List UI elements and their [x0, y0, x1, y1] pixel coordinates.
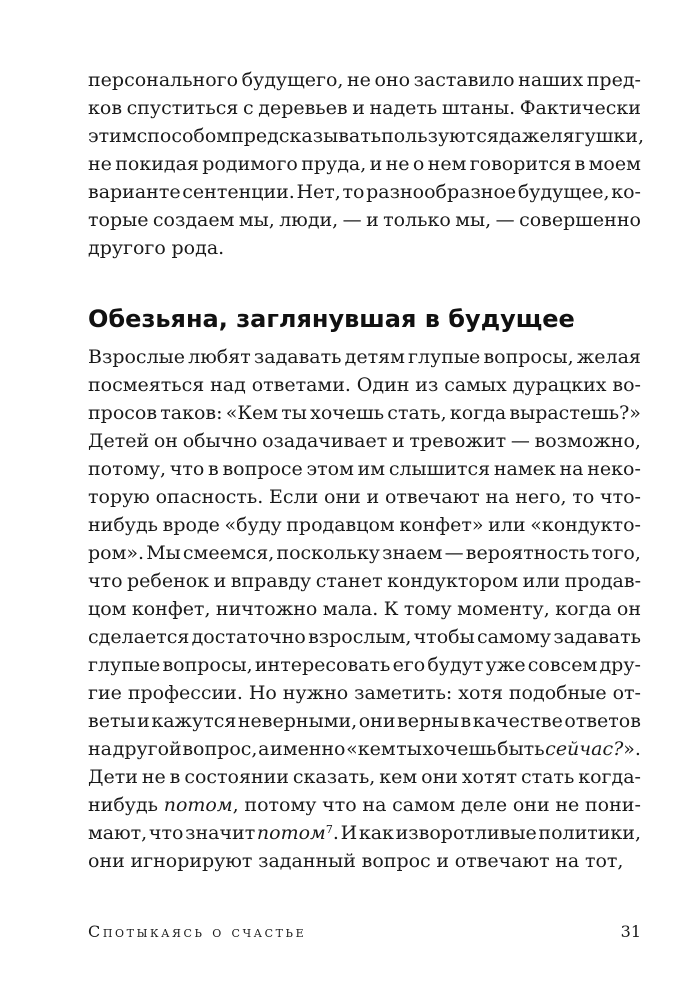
text-line — [88, 735, 641, 763]
word: хочешь — [422, 738, 497, 760]
word: пользуются — [381, 125, 499, 147]
word: что- — [600, 486, 641, 508]
text-line — [88, 567, 641, 595]
word: моменту, — [457, 598, 550, 620]
word: не — [141, 766, 166, 788]
word: — — [342, 209, 362, 231]
word: заставило — [413, 69, 515, 91]
word: рода. — [171, 237, 225, 259]
word: веты — [88, 710, 136, 732]
word: именно — [270, 738, 346, 760]
word: изворотливые — [395, 822, 537, 844]
word: сентенции. — [182, 181, 295, 203]
word: «кондукто- — [530, 514, 641, 536]
word: дру- — [599, 654, 641, 676]
text-line — [88, 483, 641, 511]
text-line — [88, 595, 641, 623]
text-line — [88, 94, 641, 122]
word: продавцом — [286, 514, 395, 536]
word: конфет, — [131, 598, 211, 620]
word: варианте — [88, 181, 181, 203]
text-line — [88, 371, 641, 399]
word: когда — [449, 402, 507, 424]
word: лягушки, — [550, 125, 645, 147]
word: чтобы — [413, 626, 475, 648]
word: или — [522, 570, 561, 592]
word: когда — [555, 598, 612, 620]
word: пред- — [586, 69, 641, 91]
word: ответами. — [251, 374, 351, 396]
word: вправду — [230, 570, 312, 592]
word: на — [559, 458, 584, 480]
word: не — [88, 153, 112, 175]
word: задавать — [553, 626, 641, 648]
word: Нет, — [296, 181, 341, 203]
word: им — [357, 458, 386, 480]
word: цом — [88, 598, 127, 620]
word: этом — [306, 458, 354, 480]
word: Дети — [88, 766, 138, 788]
word: продав- — [564, 570, 641, 592]
word: хотят — [461, 766, 518, 788]
word: тот, — [584, 850, 624, 872]
word: с — [243, 97, 254, 119]
word: «буду — [224, 514, 282, 536]
word: будущего, — [241, 69, 344, 91]
word: ответов — [564, 710, 641, 732]
word: дурацких — [512, 374, 607, 396]
word: торые — [88, 209, 149, 231]
word: другой — [112, 738, 182, 760]
word: потому — [244, 794, 317, 816]
word: они — [88, 850, 125, 872]
word: вырастешь?» — [509, 402, 641, 424]
text-line — [88, 234, 641, 262]
word: ром». — [88, 542, 145, 564]
word: самом — [392, 794, 456, 816]
text-line — [88, 427, 641, 455]
word: нужно — [282, 682, 349, 704]
word: надеть — [369, 97, 438, 119]
word: — — [495, 209, 515, 231]
word: сейчас?». — [545, 738, 641, 760]
word: И — [340, 822, 358, 844]
word: на — [88, 738, 112, 760]
word: вопрос — [361, 850, 431, 872]
word: он — [616, 598, 641, 620]
word: подобные — [508, 682, 607, 704]
word: отвечают — [454, 850, 550, 872]
word: они — [358, 710, 396, 732]
word: штаны. — [441, 97, 516, 119]
word: Фактически — [519, 97, 641, 119]
word: — — [444, 542, 464, 564]
word: покидая — [115, 153, 199, 175]
word: просов — [88, 402, 158, 424]
word: и — [392, 430, 405, 452]
word: нем — [427, 153, 467, 175]
word: потом$^7$. — [256, 822, 339, 844]
word: его — [392, 654, 426, 676]
text-line — [88, 847, 641, 875]
word: сделается — [88, 626, 190, 648]
text-line — [88, 66, 641, 94]
text-line — [88, 206, 641, 234]
word: над — [210, 374, 246, 396]
word: ничтожно — [215, 598, 318, 620]
word: состоянии — [184, 766, 289, 788]
word: игнорируют — [130, 850, 253, 872]
text-line — [88, 651, 641, 679]
word: стать — [520, 766, 575, 788]
text-line — [88, 122, 645, 150]
word: самых — [444, 374, 507, 396]
word: Один — [356, 374, 410, 396]
word: предсказывать — [231, 125, 382, 147]
word: качестве — [472, 710, 563, 732]
word: ребенок — [127, 570, 210, 592]
word: слышится — [388, 458, 491, 480]
word: и — [366, 209, 379, 231]
word: вероятность — [465, 542, 590, 564]
word: ков — [88, 97, 123, 119]
word: Взрослые — [88, 346, 186, 368]
word: что — [148, 822, 184, 844]
text-line — [88, 819, 641, 847]
word: уже — [485, 654, 526, 676]
word: заданный — [258, 850, 356, 872]
word: желая — [576, 346, 641, 368]
word: детям — [344, 346, 405, 368]
word: люди, — [279, 209, 339, 231]
word: персонального — [88, 69, 239, 91]
word: «кем — [346, 738, 396, 760]
word: мала. — [322, 598, 379, 620]
word: вроде — [162, 514, 220, 536]
word: на — [555, 850, 580, 872]
word: во- — [612, 374, 641, 396]
word: что — [322, 794, 357, 816]
word: мы, — [238, 209, 275, 231]
section-heading: Обезьяна, заглянувшая в будущее — [88, 305, 575, 333]
word: отвечают — [384, 486, 480, 508]
word: они — [421, 766, 458, 788]
word: а — [258, 738, 270, 760]
word: возможно, — [534, 430, 641, 452]
word: опасность. — [155, 486, 264, 508]
word: Детей — [88, 430, 150, 452]
word: кажутся — [151, 710, 237, 732]
word: и — [213, 570, 227, 592]
word: достаточно — [191, 626, 306, 648]
word: не — [347, 69, 371, 91]
word: торую — [88, 486, 150, 508]
running-footer-title: Спотыкаясь о счастье — [88, 922, 307, 941]
word: и — [352, 97, 365, 119]
word: другого — [88, 237, 166, 259]
main-paragraph — [88, 343, 641, 875]
word: заметить: — [354, 682, 453, 704]
word: в — [574, 153, 586, 175]
word: пруда, — [301, 153, 367, 175]
word: профессии. — [127, 682, 243, 704]
word: поскольку — [276, 542, 380, 564]
word: ты — [396, 738, 422, 760]
word: создаем — [152, 209, 235, 231]
word: таков: — [160, 402, 223, 424]
word: К — [383, 598, 399, 620]
word: — — [510, 430, 530, 452]
word: о — [412, 153, 425, 175]
word: родимого — [202, 153, 298, 175]
word: хочешь — [310, 402, 385, 424]
word: и — [369, 153, 383, 175]
word: хотя — [458, 682, 503, 704]
word: тревожит — [409, 430, 507, 452]
word: верны — [397, 710, 459, 732]
text-line — [88, 623, 641, 651]
word: только — [383, 209, 451, 231]
word: моем — [588, 153, 641, 175]
word: глупые — [88, 654, 161, 676]
word: он — [153, 430, 178, 452]
word: как — [358, 822, 394, 844]
text-line — [88, 707, 641, 735]
word: интересовать — [254, 654, 391, 676]
word: намек — [493, 458, 556, 480]
word: не — [385, 153, 410, 175]
text-line — [88, 399, 641, 427]
word: озадачивает — [262, 430, 388, 452]
word: даже — [498, 125, 551, 147]
word: в — [208, 458, 219, 480]
word: мы, — [455, 209, 492, 231]
word: мают, — [88, 822, 148, 844]
text-line — [88, 455, 641, 483]
word: любят — [188, 346, 251, 368]
word: наших — [518, 69, 584, 91]
word: вопросы, — [162, 654, 253, 676]
word: деревьев — [258, 97, 348, 119]
word: и — [436, 850, 450, 872]
word: вопросе — [222, 458, 303, 480]
footnote-marker: 7 — [325, 823, 333, 836]
word: этим — [88, 125, 137, 147]
word: будут — [427, 654, 484, 676]
word: вопросы, — [483, 346, 574, 368]
text-line — [88, 791, 641, 819]
word: Но — [248, 682, 277, 704]
word: посмеяться — [88, 374, 205, 396]
word: когда- — [578, 766, 641, 788]
word: не — [555, 794, 580, 816]
word: станет — [315, 570, 383, 592]
word: кем — [379, 766, 418, 788]
word: глупые — [408, 346, 481, 368]
word: в — [169, 766, 181, 788]
word: от- — [612, 682, 641, 704]
word: него, — [515, 486, 567, 508]
word: быть — [497, 738, 545, 760]
word: они — [324, 486, 361, 508]
word: взрослым, — [308, 626, 412, 648]
word: тому — [403, 598, 452, 620]
word: они — [512, 794, 550, 816]
word: неко- — [587, 458, 641, 480]
word: пони- — [585, 794, 641, 816]
text-line — [88, 150, 641, 178]
word: разнообразное — [366, 181, 517, 203]
word: неверными, — [237, 710, 358, 732]
word: спуститься — [126, 97, 239, 119]
word: что — [169, 458, 205, 480]
word: совсем — [527, 654, 598, 676]
text-line — [88, 511, 641, 539]
word: ко- — [611, 181, 641, 203]
text-line — [88, 178, 641, 206]
word: будущее, — [517, 181, 610, 203]
word: способом — [136, 125, 232, 147]
word: и — [366, 486, 380, 508]
word: деле — [460, 794, 508, 816]
word: и — [137, 710, 150, 732]
text-line — [88, 763, 641, 791]
word: политики, — [538, 822, 641, 844]
word: того, — [591, 542, 641, 564]
word: вопрос, — [182, 738, 258, 760]
word: что — [88, 570, 123, 592]
word: конфет» — [399, 514, 484, 536]
word: говорится — [469, 153, 572, 175]
word: обычно — [182, 430, 258, 452]
word: самому — [476, 626, 552, 648]
word: в — [460, 710, 472, 732]
word: то — [342, 181, 365, 203]
word: нибудь — [88, 514, 158, 536]
page-number: 31 — [620, 922, 641, 941]
word: на — [485, 486, 510, 508]
text-line — [88, 343, 641, 371]
word: на — [362, 794, 387, 816]
text-line — [88, 679, 641, 707]
word: стать, — [387, 402, 447, 424]
word: оно — [374, 69, 411, 91]
word: сказать, — [292, 766, 376, 788]
word: задавать — [253, 346, 342, 368]
top-paragraph — [88, 66, 645, 262]
word: знаем — [382, 542, 443, 564]
word: значит — [185, 822, 256, 844]
word: потому, — [88, 458, 167, 480]
word: Если — [269, 486, 319, 508]
word: совершенно — [519, 209, 641, 231]
word: потом, — [163, 794, 239, 816]
word: или — [488, 514, 526, 536]
text-line — [88, 539, 641, 567]
word: Мы — [146, 542, 181, 564]
word: из — [415, 374, 439, 396]
word: кондуктором — [387, 570, 519, 592]
word: нибудь — [88, 794, 158, 816]
word: смеемся, — [182, 542, 275, 564]
word: гие — [88, 682, 122, 704]
word: то — [572, 486, 595, 508]
word: ты — [281, 402, 307, 424]
word: «Кем — [225, 402, 279, 424]
